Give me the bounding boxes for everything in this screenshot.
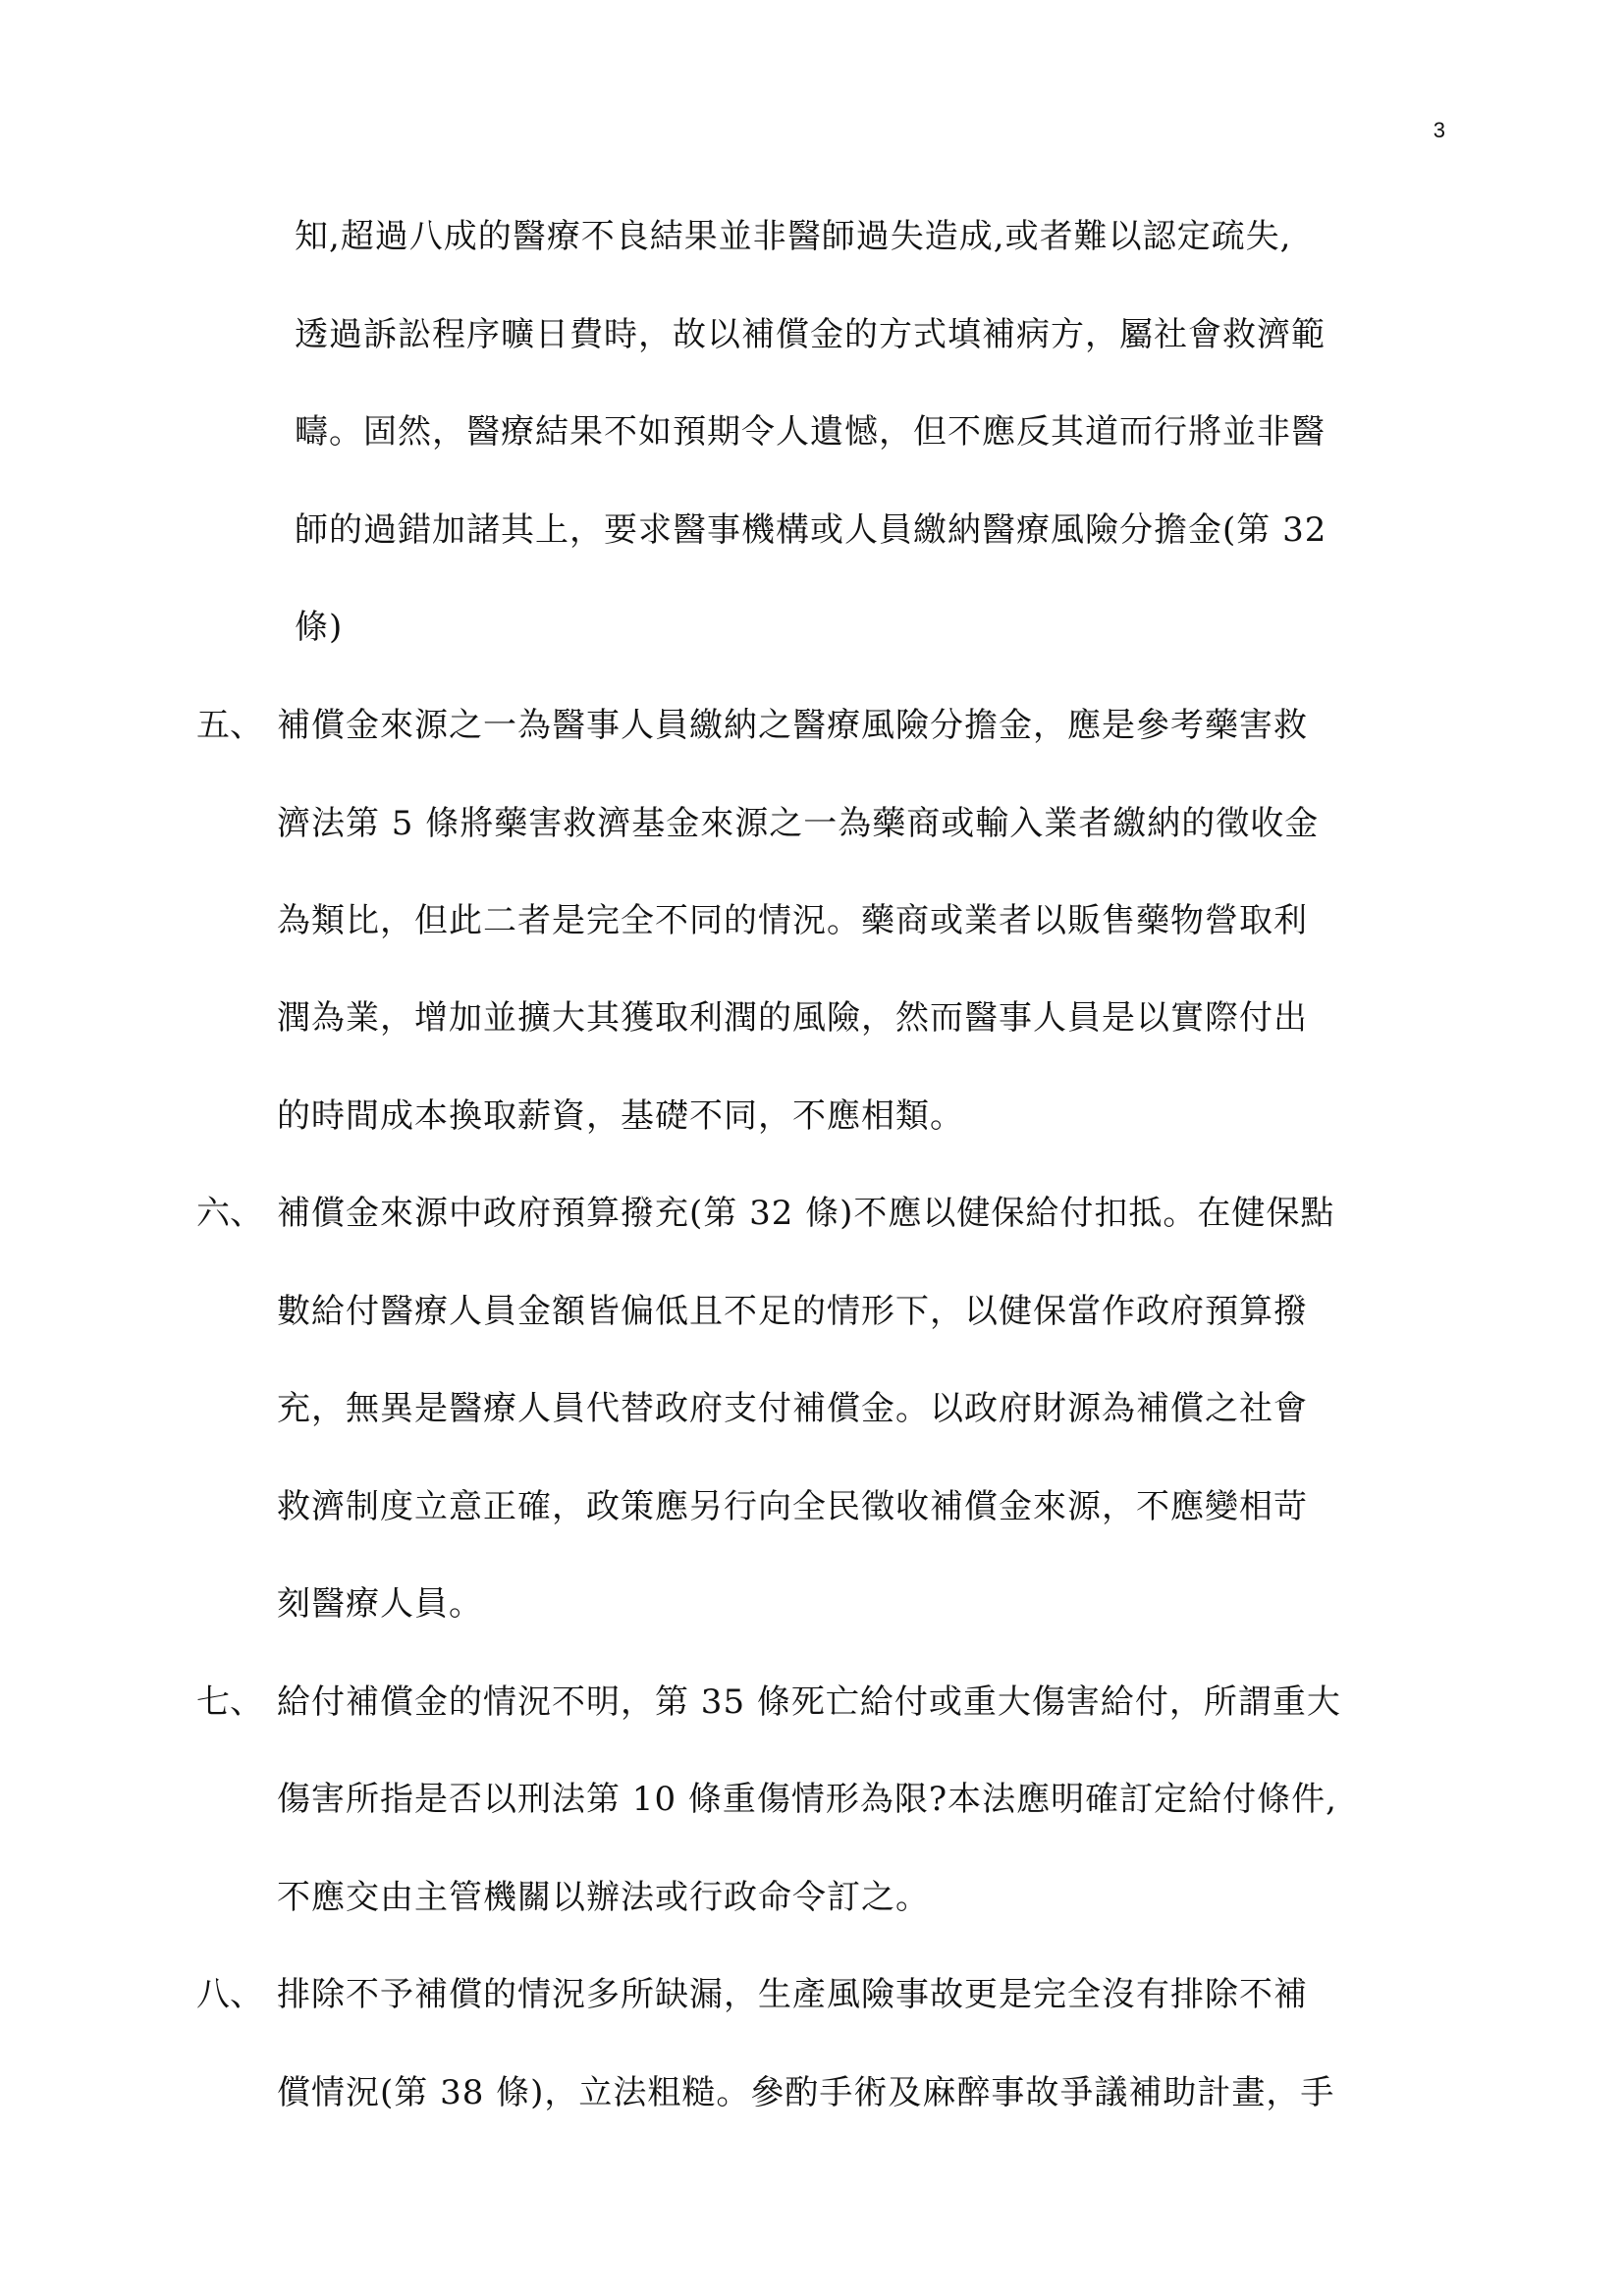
- item-line: 的時間成本換取薪資，基礎不同，不應相類。: [277, 1096, 964, 1136]
- page-number: 3: [1433, 118, 1445, 142]
- item-line: 補償金來源中政府預算撥充(第 32 條)不應以健保給付扣抵。在健保點: [277, 1194, 1335, 1233]
- continuation-line: 知,超過八成的醫療不良結果並非醫師過失造成,或者難以認定疏失,: [295, 217, 1292, 256]
- item-line: 排除不予補償的情況多所缺漏，生產風險事故更是完全沒有排除不補: [277, 1975, 1308, 2014]
- item-line: 潤為業，增加並擴大其獲取利潤的風險，然而醫事人員是以實際付出: [277, 998, 1308, 1038]
- continuation-line: 師的過錯加諸其上，要求醫事機構或人員繳納醫療風險分擔金(第 32: [295, 510, 1327, 550]
- item-line: 不應交由主管機關以辦法或行政命令訂之。: [277, 1878, 930, 1917]
- item-line: 給付補償金的情況不明，第 35 條死亡給付或重大傷害給付，所謂重大: [277, 1682, 1341, 1722]
- continuation-line: 疇。固然，醫療結果不如預期令人遺憾，但不應反其道而行將並非醫: [295, 412, 1326, 452]
- item-marker: 七、: [196, 1682, 263, 1722]
- item-line: 濟法第 5 條將藥害救濟基金來源之一為藥商或輸入業者繳納的徵收金: [277, 804, 1320, 843]
- item-line: 數給付醫療人員金額皆偏低且不足的情形下，以健保當作政府預算撥: [277, 1292, 1308, 1331]
- item-marker: 五、: [196, 706, 263, 745]
- item-line: 刻醫療人員。: [277, 1584, 483, 1624]
- item-line: 償情況(第 38 條)，立法粗糙。參酌手術及麻醉事故爭議補助計畫，手: [277, 2073, 1335, 2112]
- item-line: 補償金來源之一為醫事人員繳納之醫療風險分擔金，應是參考藥害救: [277, 706, 1308, 745]
- item-line: 傷害所指是否以刑法第 10 條重傷情形為限?本法應明確訂定給付條件,: [277, 1780, 1337, 1819]
- continuation-line: 透過訴訟程序曠日費時，故以補償金的方式填補病方，屬社會救濟範: [295, 315, 1326, 354]
- item-marker: 六、: [196, 1194, 263, 1233]
- item-marker: 八、: [196, 1975, 263, 2014]
- item-line: 為類比，但此二者是完全不同的情況。藥商或業者以販售藥物營取利: [277, 901, 1308, 940]
- item-line: 救濟制度立意正確，政策應另行向全民徵收補償金來源，不應變相苛: [277, 1487, 1308, 1526]
- item-line: 充，無異是醫療人員代替政府支付補償金。以政府財源為補償之社會: [277, 1389, 1308, 1428]
- continuation-line: 條): [295, 608, 344, 647]
